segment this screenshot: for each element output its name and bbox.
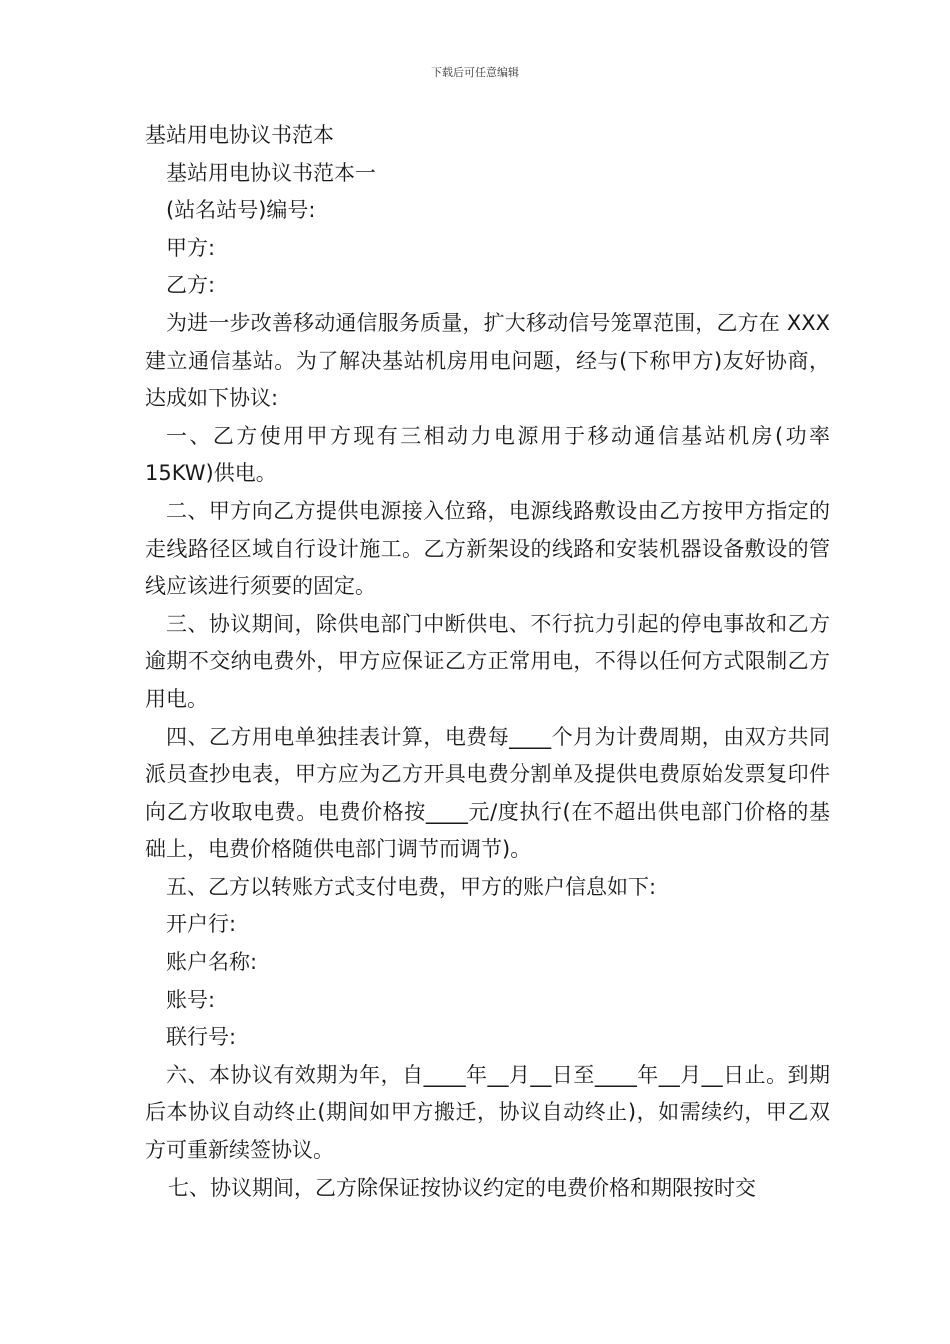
party-a-line: 甲方: xyxy=(166,235,216,260)
document-subtitle: 基站用电协议书范本一 xyxy=(166,160,376,185)
clause-1: 一、乙方使用甲方现有三相动力电源用于移动通信基站机房(功率 15KW)供电。 xyxy=(145,423,830,486)
header-note: 下载后可任意编辑 xyxy=(431,66,519,79)
bank-line: 开户行: xyxy=(166,912,237,937)
clause-6: 六、本协议有效期为年，自____年__月__日至____年__月__日止。到期后本协议自动终止(期间如甲方搬迁，协议自动终止)，如需续约，甲乙双方可重新续签协议。 xyxy=(145,1062,830,1163)
station-number-line: (站名站号)编号: xyxy=(166,198,316,223)
document-title: 基站用电协议书范本 xyxy=(145,123,334,147)
clause-2: 二、甲方向乙方提供电源接入位臵，电源线路敷设由乙方按甲方指定的走线路径区域自行设计施工。乙方新架设的线路和安装机器设备敷设的管线应该进行须要的固定。 xyxy=(145,498,830,599)
account-number-line: 账号: xyxy=(166,987,216,1012)
clause-5: 五、乙方以转账方式支付电费，甲方的账户信息如下: xyxy=(166,874,657,899)
clause-4: 四、乙方用电单独挂表计算，电费每____个月为计费周期，由双方共同派员查抄电表，甲方应为乙方开具电费分割单及提供电费原始发票复印件向乙方收取电费。电费价格按____元/度执行(在不超出供电部门价格的基础上，电费价格随供电部门调节而调节)。 xyxy=(145,724,830,862)
account-name-line: 账户名称: xyxy=(166,950,258,975)
party-b-line: 乙方: xyxy=(166,273,216,298)
clause-3: 三、协议期间，除供电部门中断供电、不行抗力引起的停电事故和乙方逾期不交纳电费外，甲方应保证乙方正常用电，不得以任何方式限制乙方用电。 xyxy=(145,611,830,711)
bank-code-line: 联行号: xyxy=(166,1025,237,1050)
clause-7: 七、协议期间，乙方除保证按协议约定的电费价格和期限按时交 xyxy=(168,1175,756,1200)
document-body xyxy=(145,117,830,1207)
intro-paragraph: 为进一步改善移动通信服务质量，扩大移动信号笼罩范围，乙方在 XXX 建立通信基站。为了解决基站机房用电问题，经与(下称甲方)友好协商，达成如下协议: xyxy=(145,310,830,411)
